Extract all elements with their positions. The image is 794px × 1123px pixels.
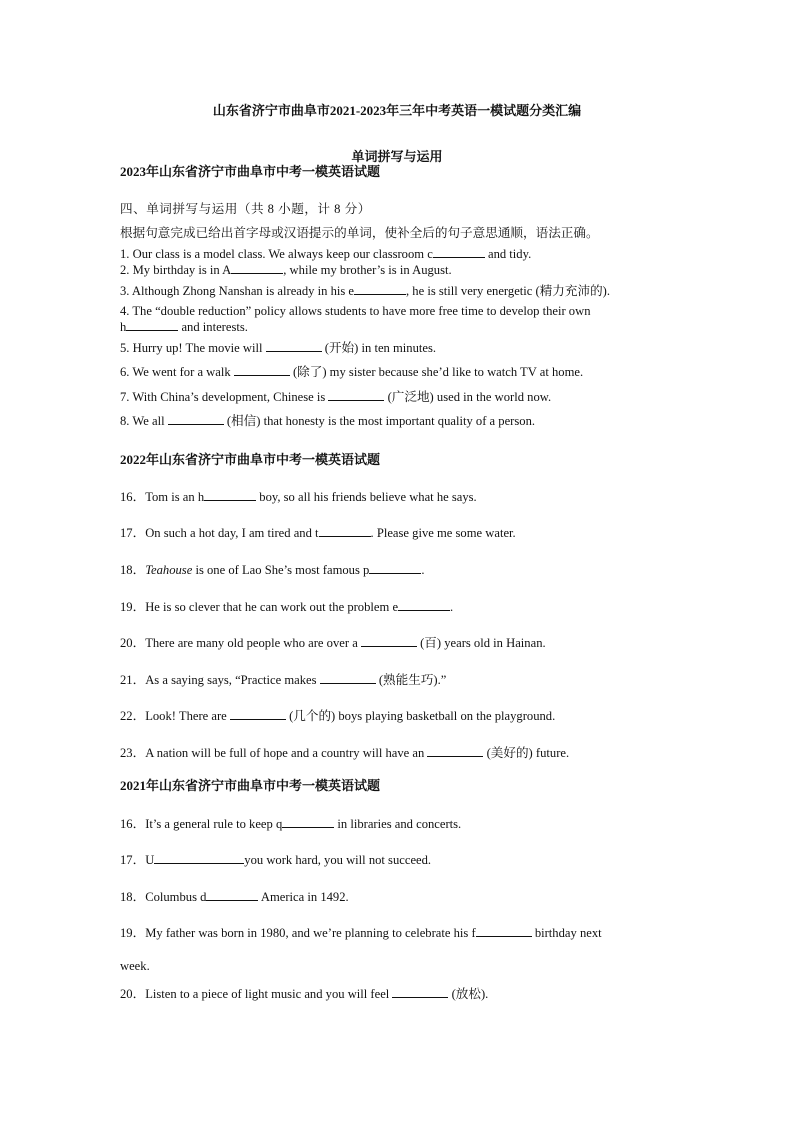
question-text: 19．My father was born in 1980, and we’re planning to celebrate his f <box>120 926 476 940</box>
answer-blank[interactable] <box>168 413 224 425</box>
question-2022-22 <box>120 708 555 724</box>
question-text: 1. Our class is a model class. We always keep our classroom c <box>120 247 433 261</box>
question-2021-20 <box>120 986 488 1002</box>
question-text: is one of Lao She’s most famous p <box>192 563 370 577</box>
question-text: . Please give me some water. <box>370 526 516 540</box>
question-text: America in 1492. <box>258 890 349 904</box>
question-2021-16 <box>120 816 461 832</box>
question-2023-3 <box>120 283 610 299</box>
answer-blank[interactable] <box>266 340 322 352</box>
question-2023-4-cont <box>120 319 248 335</box>
answer-blank[interactable] <box>476 925 532 937</box>
question-2021-19-cont: week. <box>120 959 150 973</box>
question-text: 6. We went for a walk <box>120 365 234 379</box>
question-text: . <box>421 563 425 577</box>
question-text: (熟能生巧).” <box>375 673 447 687</box>
question-2022-20 <box>120 635 546 651</box>
question-text: (除了) my sister because she’d like to watch TV at home. <box>289 365 584 379</box>
section-heading-2023: 2023年山东省济宁市曲阜市中考一模英语试题 <box>120 164 381 179</box>
question-text: 5. Hurry up! The movie will <box>120 341 266 355</box>
question-2021-19 <box>120 925 602 941</box>
question-text: (美好的) future. <box>483 746 570 760</box>
question-text: (相信) that honesty is the most important quality of a person. <box>223 414 536 428</box>
question-2022-23 <box>120 745 569 761</box>
question-text: (几个的) boys playing basketball on the playground. <box>285 709 556 723</box>
question-number: 18． <box>120 563 146 577</box>
question-2023-1 <box>120 246 531 262</box>
question-2022-19 <box>120 599 453 615</box>
book-title: Teahouse <box>145 563 193 577</box>
answer-blank[interactable] <box>328 389 384 401</box>
answer-blank[interactable] <box>427 745 483 757</box>
question-text: 16．Tom is an h <box>120 490 205 504</box>
question-2023-7 <box>120 389 551 405</box>
question-2023-6 <box>120 364 583 380</box>
document-subtitle: 单词拼写与运用 <box>351 149 443 164</box>
answer-blank[interactable] <box>354 283 406 295</box>
question-text: 8. We all <box>120 414 168 428</box>
question-text: 21．As a saying says, “Practice makes <box>120 673 320 687</box>
question-text: 23．A nation will be full of hope and a country will have an <box>120 746 428 760</box>
question-text: 20．There are many old people who are over a <box>120 636 361 650</box>
question-text: (开始) in ten minutes. <box>321 341 437 355</box>
question-text: (放松). <box>448 987 489 1001</box>
question-text: 2. My birthday is in A <box>120 263 232 277</box>
answer-blank[interactable] <box>320 672 376 684</box>
question-text: 4. The “double reduction” policy allows students to have more free time to develop their own <box>120 304 591 318</box>
question-2022-16 <box>120 489 477 505</box>
answer-blank[interactable] <box>234 364 290 376</box>
question-text: . <box>450 600 454 614</box>
document-title: 山东省济宁市曲阜市2021-2023年三年中考英语一模试题分类汇编 <box>212 103 582 118</box>
question-text: 7. With China’s development, Chinese is <box>120 390 329 404</box>
instruction-text: 根据句意完成已给出首字母或汉语提示的单词，使补全后的句子意思通顺，语法正确。 <box>120 226 599 240</box>
answer-blank[interactable] <box>204 489 256 501</box>
question-text: in libraries and concerts. <box>334 817 462 831</box>
question-text: you work hard, you will not succeed. <box>244 853 432 867</box>
question-text: birthday next <box>531 926 602 940</box>
question-2023-4 <box>120 303 675 319</box>
question-2023-2 <box>120 262 452 278</box>
question-text: 16．It’s a general rule to keep q <box>120 817 283 831</box>
question-text: 20．Listen to a piece of light music and you will feel <box>120 987 393 1001</box>
question-2021-17 <box>120 852 431 868</box>
question-text: 19．He is so clever that he can work out the problem e <box>120 600 399 614</box>
question-2022-18 <box>120 562 424 578</box>
question-text: and interests. <box>178 320 248 334</box>
question-text: and tidy. <box>484 247 532 261</box>
question-2023-5 <box>120 340 436 356</box>
section-heading-2021: 2021年山东省济宁市曲阜市中考一模英语试题 <box>120 778 381 793</box>
answer-blank[interactable] <box>154 852 244 864</box>
question-text: 17．U <box>120 853 155 867</box>
question-text: 3. Although Zhong Nanshan is already in his e <box>120 284 354 298</box>
question-2022-21 <box>120 672 446 688</box>
question-text: , while my brother’s is in August. <box>283 263 452 277</box>
question-2022-17 <box>120 525 516 541</box>
question-text: 22．Look! There are <box>120 709 230 723</box>
answer-blank[interactable] <box>282 816 334 828</box>
question-text: (百) years old in Hainan. <box>416 636 546 650</box>
answer-blank[interactable] <box>398 599 450 611</box>
question-2021-18 <box>120 889 349 905</box>
question-2023-8 <box>120 413 535 429</box>
question-text: boy, so all his friends believe what he says. <box>256 490 477 504</box>
question-text: , he is still very energetic (精力充沛的). <box>406 284 611 298</box>
question-text: 17．On such a hot day, I am tired and t <box>120 526 319 540</box>
answer-blank[interactable] <box>361 635 417 647</box>
answer-blank[interactable] <box>369 562 421 574</box>
part-label-2023: 四、单词拼写与运用（共 8 小题，计 8 分） <box>120 202 371 216</box>
answer-blank[interactable] <box>206 889 258 901</box>
question-text: 18．Columbus d <box>120 890 207 904</box>
answer-blank[interactable] <box>433 246 485 258</box>
answer-blank[interactable] <box>126 319 178 331</box>
section-heading-2022: 2022年山东省济宁市曲阜市中考一模英语试题 <box>120 452 381 467</box>
question-text: h <box>120 320 127 334</box>
answer-blank[interactable] <box>230 708 286 720</box>
answer-blank[interactable] <box>319 525 371 537</box>
answer-blank[interactable] <box>231 262 283 274</box>
answer-blank[interactable] <box>392 986 448 998</box>
question-text: (广泛地) used in the world now. <box>384 390 552 404</box>
